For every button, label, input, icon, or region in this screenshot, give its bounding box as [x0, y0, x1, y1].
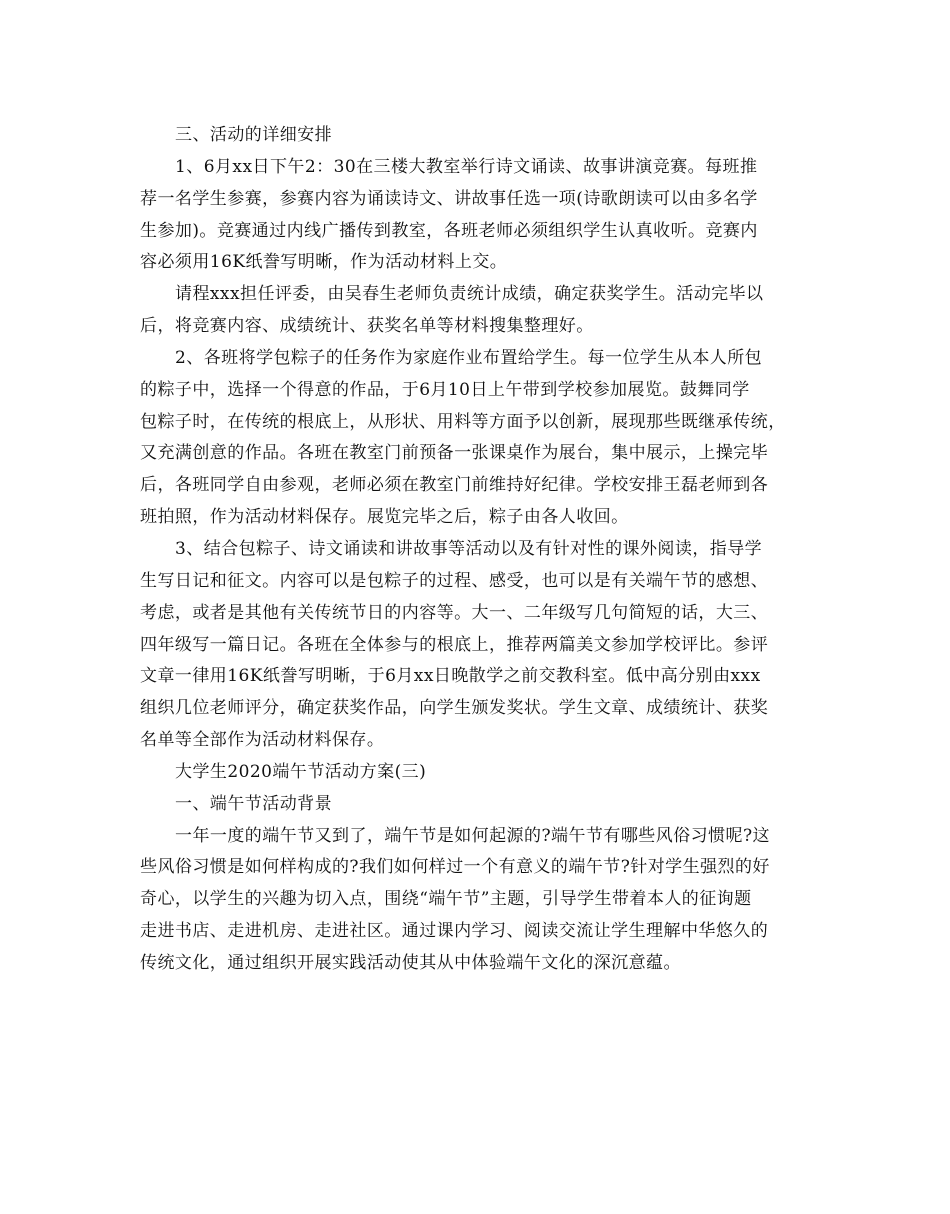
- document-body: [140, 120, 820, 980]
- paragraph-item-1: [140, 152, 820, 279]
- paragraph-line: 生参加)。竞赛通过内线广播传到教室，各班老师必须组织学生认真收听。竞赛内: [140, 220, 758, 241]
- paragraph-line: 些风俗习惯是如何样构成的?我们如何样过一个有意义的端午节?针对学生强烈的好: [140, 857, 770, 878]
- paragraph-line: 奇心，以学生的兴趣为切入点，围绕“端午节”主题，引导学生带着本人的征询题: [140, 889, 752, 910]
- paragraph-line: 包粽子时，在传统的根底上，从形状、用料等方面予以创新，展现那些既继承传统，: [140, 411, 786, 432]
- paragraph-line: 容必须用16K纸誊写明晰，作为活动材料上交。: [140, 252, 508, 273]
- paragraph-line: 四年级写一篇日记。各班在全体参与的根底上，推荐两篇美文参加学校评比。参评: [140, 634, 769, 655]
- paragraph-line: 后，将竞赛内容、成绩统计、获奖名单等材料搜集整理好。: [140, 316, 594, 337]
- paragraph-line: 1、6月xx日下午2：30在三楼大教室举行诗文诵读、故事讲演竞赛。每班推: [175, 156, 758, 177]
- paragraph-line: 名单等全部作为活动材料保存。: [140, 730, 385, 751]
- paragraph-line: 文章一律用16K纸誊写明晰，于6月xx日晚散学之前交教科室。低中高分别由xxx: [140, 666, 761, 687]
- paragraph-line: 2、各班将学包粽子的任务作为家庭作业布置给学生。每一位学生从本人所包: [175, 347, 763, 368]
- paragraph-line: 的粽子中，选择一个得意的作品，于6月10日上午带到学校参加展览。鼓舞同学: [140, 379, 750, 400]
- paragraph-line: 荐一名学生参赛，参赛内容为诵读诗文、讲故事任选一项(诗歌朗读可以由多名学: [140, 188, 758, 209]
- paragraph-line: 生写日记和征文。内容可以是包粽子的过程、感受，也可以是有关端午节的感想、: [140, 570, 769, 591]
- paragraph-line: 又充满创意的作品。各班在教室门前预备一张课桌作为展台，集中展示，上操完毕: [140, 443, 769, 464]
- paragraph-line: 请程xxx担任评委，由吴春生老师负责统计成绩，确定获奖学生。活动完毕以: [175, 284, 764, 305]
- paragraph-line: 走进书店、走进机房、走进社区。通过课内学习、阅读交流让学生理解中华悠久的: [140, 921, 769, 942]
- paragraph-judges: [140, 279, 820, 343]
- paragraph-line: 一年一度的端午节又到了，端午节是如何起源的?端午节有哪些风俗习惯呢?这: [175, 825, 770, 846]
- plan-heading: 大学生2020端午节活动方案(三): [175, 761, 427, 782]
- paragraph-line: 3、结合包粽子、诗文诵读和讲故事等活动以及有针对性的课外阅读，指导学: [175, 538, 763, 559]
- paragraph-line: 考虑，或者是其他有关传统节日的内容等。大一、二年级写几句简短的话，大三、: [140, 602, 769, 623]
- section-title: 三、活动的详细安排: [175, 125, 333, 145]
- paragraph-line: 组织几位老师评分，确定获奖作品，向学生颁发奖状。学生文章、成绩统计、获奖: [140, 698, 769, 719]
- paragraph-item-3: [140, 534, 820, 757]
- paragraph-line: 后，各班同学自由参观，老师必须在教室门前维持好纪律。学校安排王磊老师到各: [140, 475, 769, 496]
- paragraph-line: 传统文化，通过组织开展实践活动使其从中体验端午文化的深沉意蕴。: [140, 952, 681, 973]
- paragraph-line: 班拍照，作为活动材料保存。展览完毕之后，粽子由各人收回。: [140, 507, 629, 528]
- background-heading: 一、端午节活动背景: [175, 793, 333, 814]
- paragraph-item-2: [140, 343, 820, 534]
- paragraph-background: [140, 821, 820, 980]
